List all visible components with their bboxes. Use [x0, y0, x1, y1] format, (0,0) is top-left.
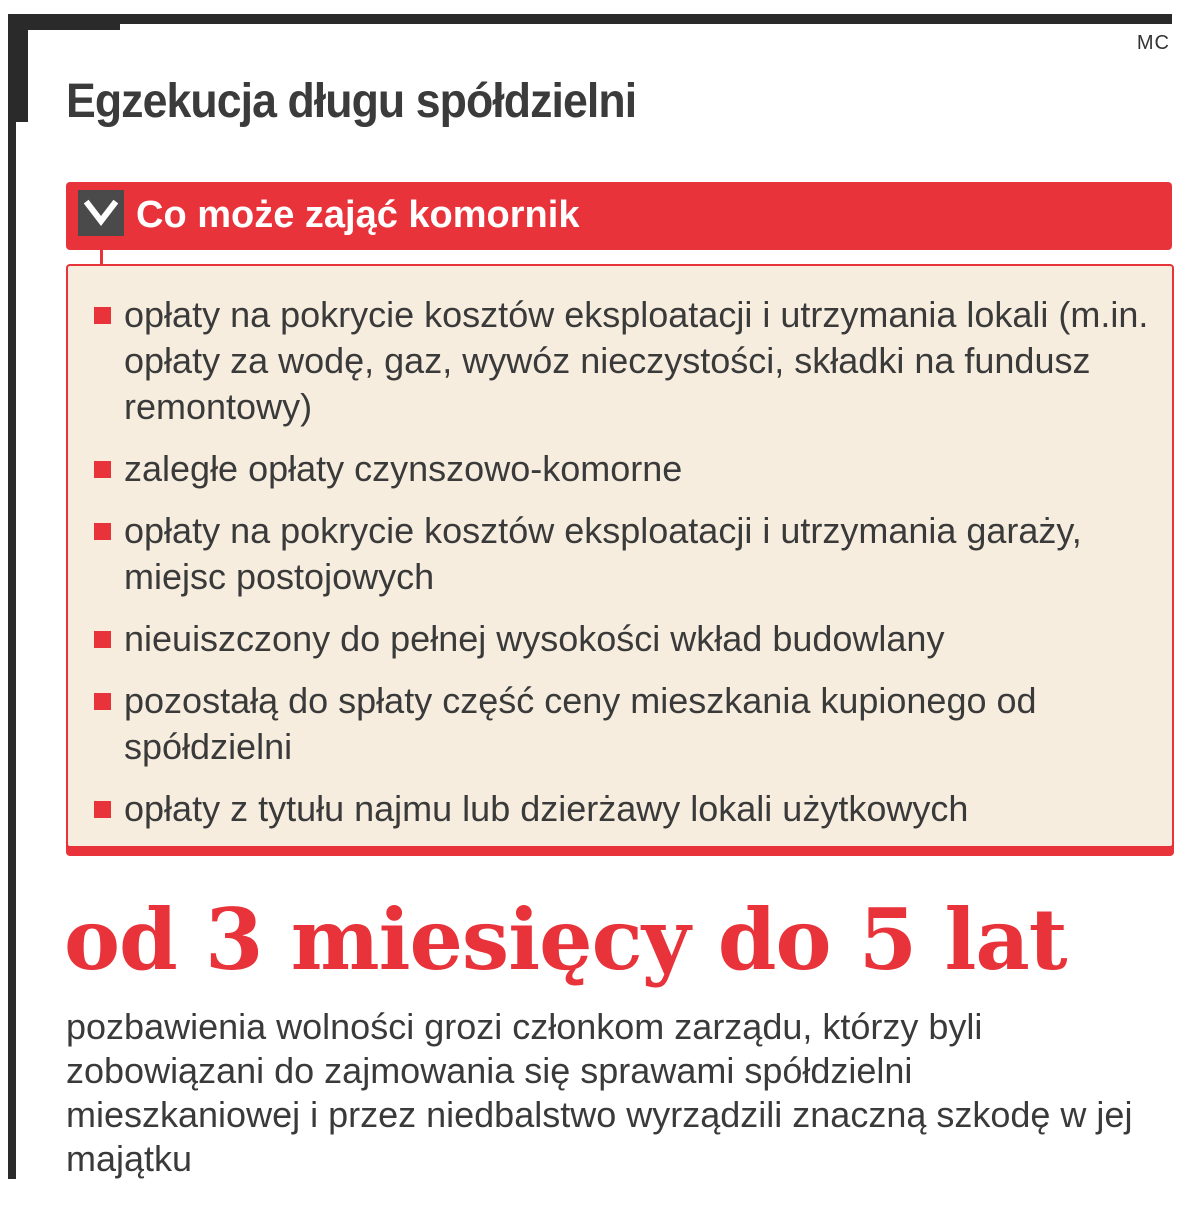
bullet-square-icon	[94, 631, 111, 648]
bullet-square-icon	[94, 523, 111, 540]
box-header-title: Co może zająć komornik	[136, 194, 580, 236]
list-item-text: nieuiszczony do pełnej wysokości wkład budowlany	[124, 618, 945, 659]
list-item-text: opłaty z tytułu najmu lub dzierżawy lokali użytkowych	[124, 788, 969, 829]
list-item-text: opłaty na pokrycie kosztów eksploatacji i utrzymania garaży, miejsc postojowych	[124, 510, 1082, 597]
list-item	[68, 786, 1172, 832]
list-item	[68, 616, 1172, 662]
list-item	[68, 678, 1172, 770]
bullet-square-icon	[94, 461, 111, 478]
bullet-square-icon	[94, 801, 111, 818]
list-item-text: pozostałą do spłaty część ceny mieszkania kupionego od spółdzielni	[124, 680, 1037, 767]
list-item	[68, 508, 1172, 600]
chevron-down-icon	[78, 190, 124, 236]
highlight-penalty: od 3 miesięcy do 5 lat	[64, 890, 1067, 989]
box-body	[66, 264, 1174, 848]
list-item	[68, 446, 1172, 492]
frame-left-rule	[8, 14, 16, 1179]
frame-top-rule	[8, 14, 1172, 24]
penalty-description: pozbawienia wolności grozi członkom zarządu, którzy byli zobowiązani do zajmowania się sprawami spółdzielni mieszkaniowej i przez niedbalstwo wyrządzili znaczną szkodę w jej majątku	[66, 1006, 1133, 1179]
author-credit: MC	[1136, 32, 1170, 54]
box-header	[66, 182, 1172, 250]
list-item-text: opłaty na pokrycie kosztów eksploatacji i utrzymania lokali (m.in. opłaty za wodę, gaz, wywóz nieczystości, składki na fundusz remontowy)	[124, 294, 1149, 427]
bullet-square-icon	[94, 693, 111, 710]
list-item-text: zaległe opłaty czynszowo-komorne	[124, 448, 683, 489]
frame-left-corner	[8, 14, 28, 122]
list-item	[68, 292, 1172, 430]
bullet-square-icon	[94, 307, 111, 324]
seizable-items-list	[68, 266, 1172, 832]
page-title: Egzekucja długu spółdzielni	[66, 75, 637, 128]
